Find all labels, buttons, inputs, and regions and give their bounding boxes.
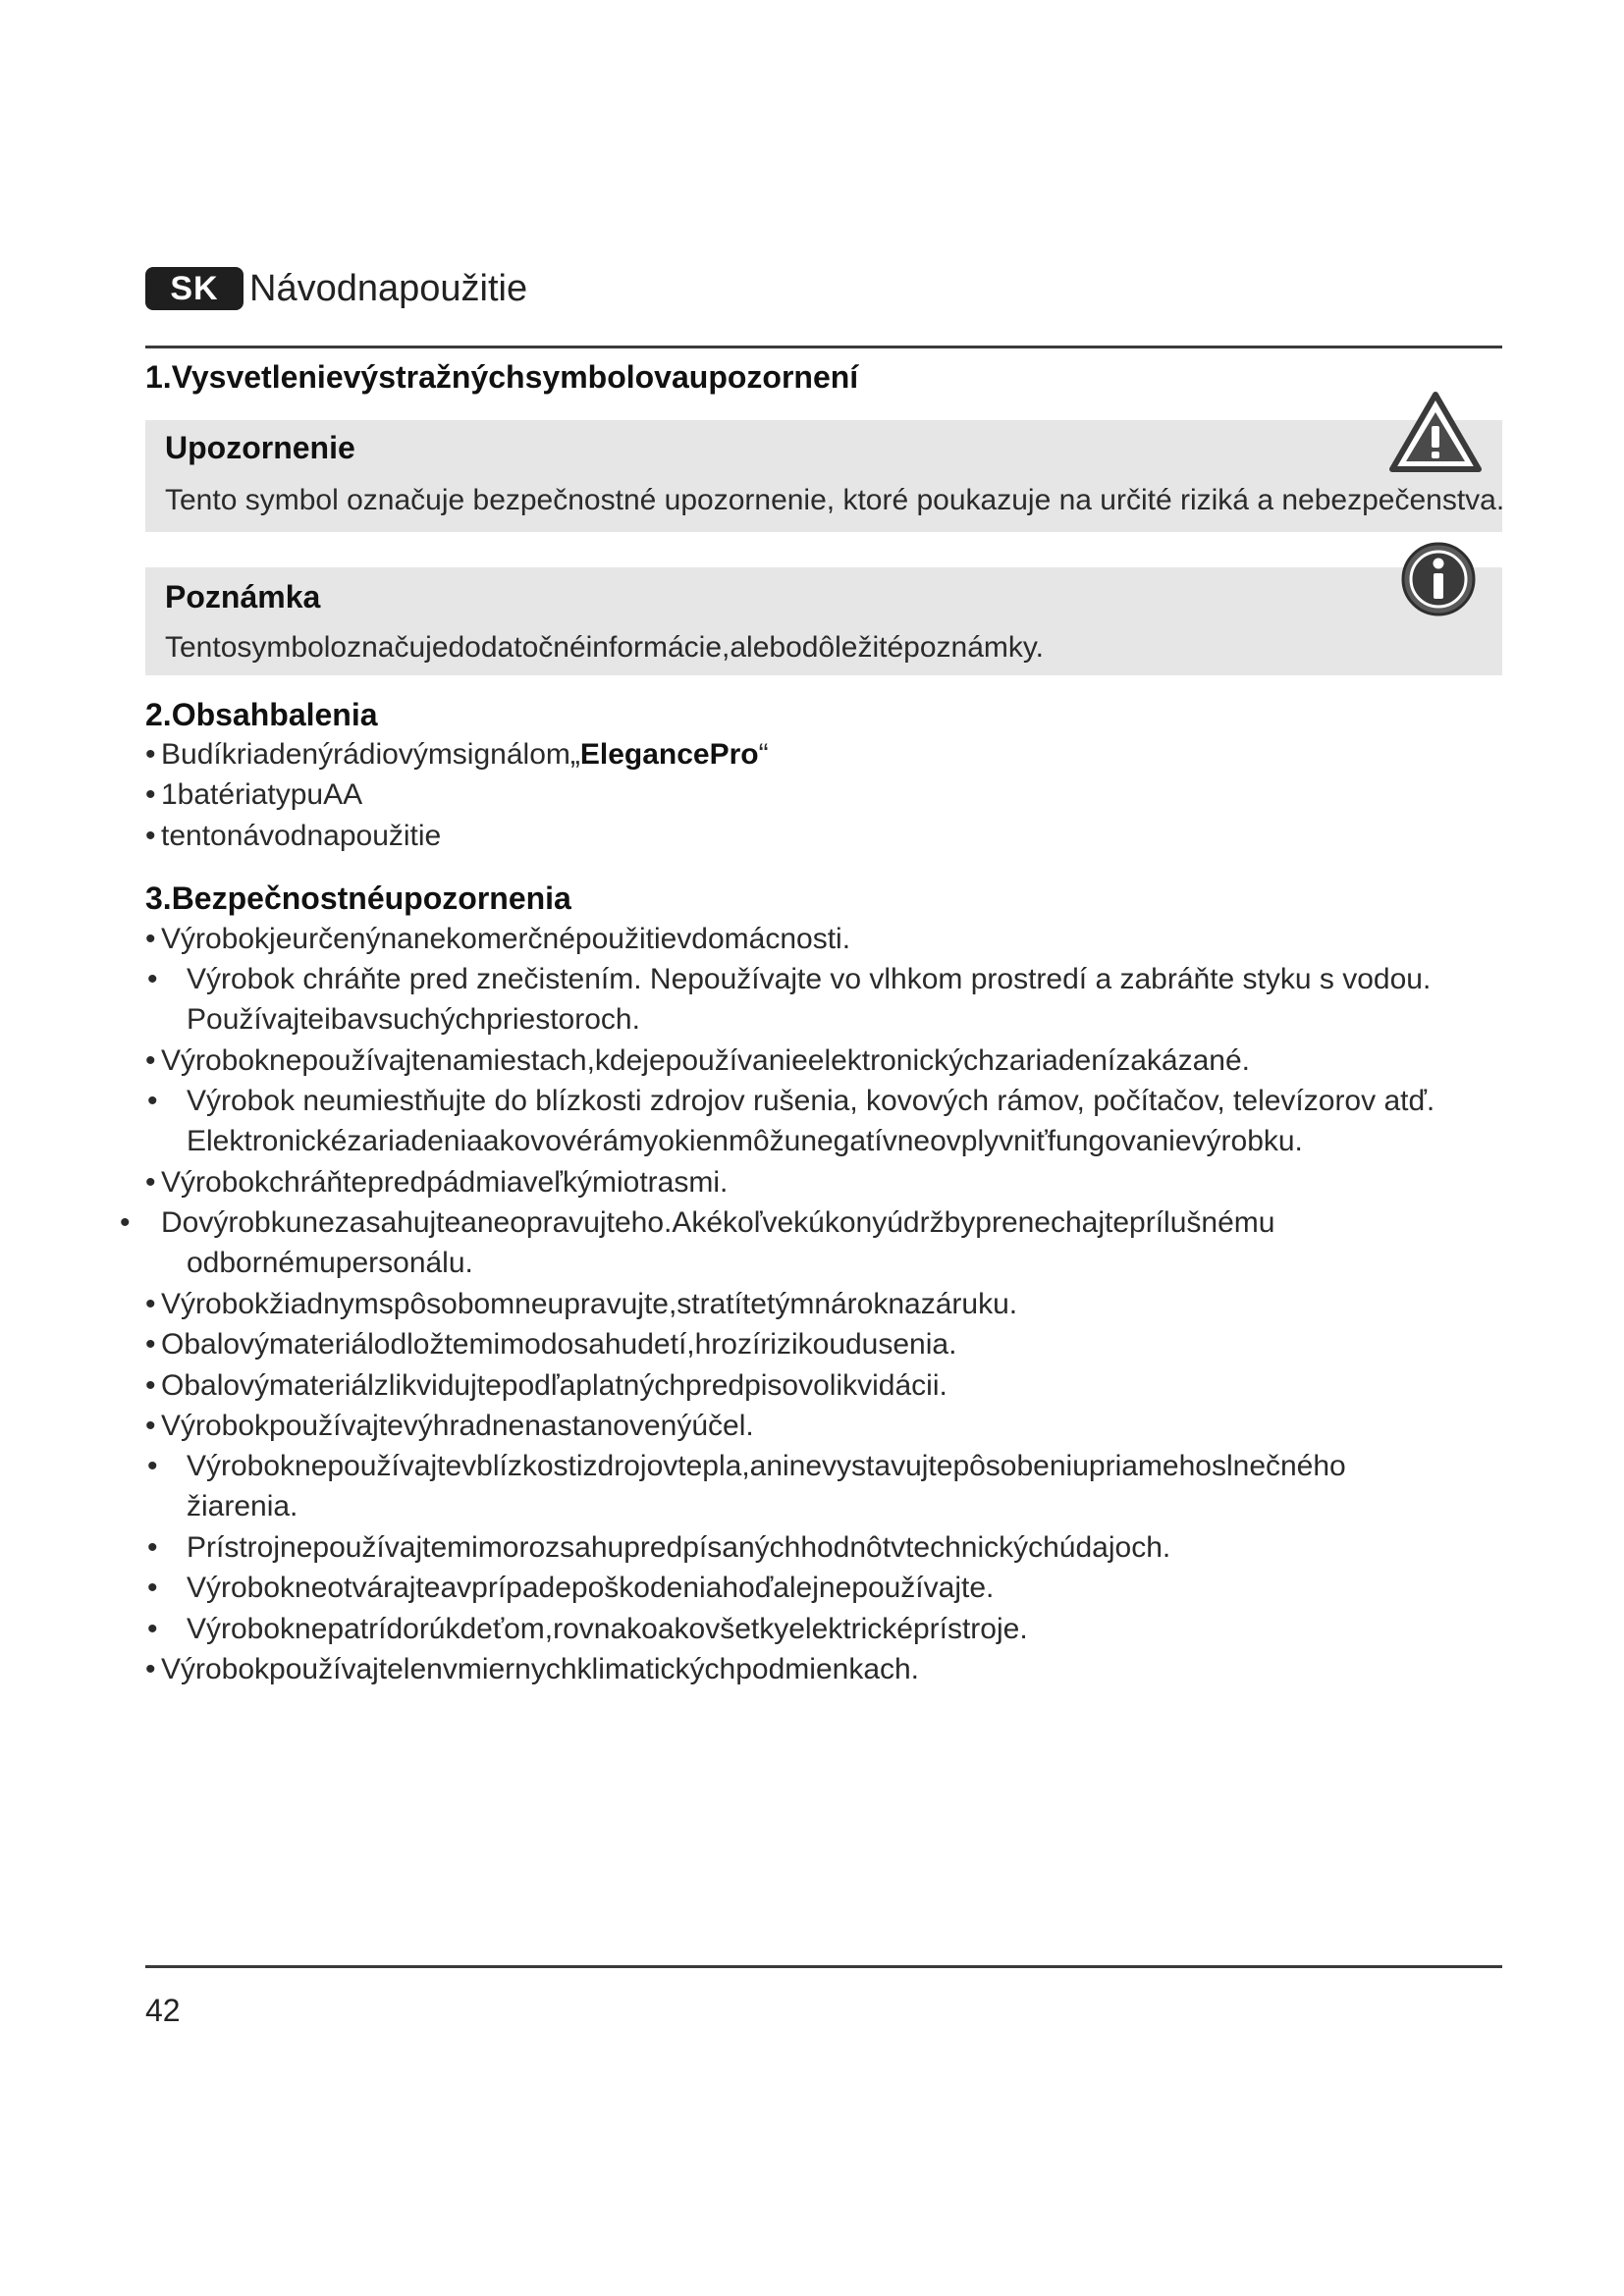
list-item: • Obalovýmateriálodložtemimodosahudetí,hrozírizikoudusenia. [145,1324,1502,1364]
list-item: • Prístrojnepoužívajtemimorozsahupredpísanýchhodnôtvtechnickýchúdajoch. [145,1527,1502,1568]
package-contents-list [145,734,769,856]
list-item: • Výroboknepoužívajtevblízkostizdrojovtepla,aninevystavujtepôsobeniupriamehoslnečného žiarenia. [145,1446,1373,1527]
list-item: • tentonávodnapoužitie [145,816,769,856]
note-text: Tentosymboloznačujedodatočnéinformácie,alebodôležitépoznámky. [165,631,1044,664]
list-item: • Výrobok neumiestňujte do blízkosti zdrojov rušenia, kovových rámov, počítačov, televízorov atď. Elektronickézariadeniaakovovérámyokienmôžunegatívneovplyvniťfungovanievýrobku. [145,1081,1441,1162]
page-number: 42 [145,1993,181,2028]
safety-list [145,1446,1373,1527]
section-3-heading: 3.Bezpečnostnéupozornenia [145,881,571,916]
language-badge: SK [145,267,244,310]
list-item: • Výroboknepoužívajtenamiestach,kdejepoužívanieelektronickýchzariadenízakázané. [145,1041,1502,1081]
safety-list [145,1649,1502,1689]
list-item: • Obalovýmateriálzlikvidujtepodľaplatnýchpredpisovolikvidácii. [145,1365,1502,1406]
product-name: ElegancePro [579,738,759,771]
safety-list [145,1527,1502,1649]
note-box [145,567,1502,675]
header-divider [145,346,1502,348]
list-item: • Výrobokneotvárajteavprípadepoškodeniahoďalejnepoužívajte. [145,1568,1502,1608]
safety-list [145,1081,1441,1162]
section-1-heading: 1.Vysvetlenievýstražnýchsymbolovaupozornení [145,359,859,395]
warning-triangle-icon [1388,391,1483,473]
warning-title: Upozornenie [165,430,355,465]
safety-list [145,959,1441,1041]
safety-list [145,919,1502,959]
safety-list [145,1162,1502,1202]
document-title: Návodnapoužitie [249,268,528,309]
safety-list [145,1041,1502,1081]
warning-box [145,420,1505,532]
list-item: • Výrobok chráňte pred znečistením. Nepoužívajte vo vlhkom prostredí a zabráňte styku s vodou. Používajteibavsuchýchpriestoroch. [145,959,1441,1041]
list-item: • Výrobokjeurčenýnanekomerčnépoužitievdomácnosti. [145,919,1502,959]
safety-list [145,1202,1314,1284]
list-item: • Výrobokchráňtepredpádmiaveľkýmiotrasmi. [145,1162,1502,1202]
list-item: • Výrobokpoužívajtevýhradnenastanovenýúčel. [145,1406,1502,1446]
safety-list [145,1284,1502,1446]
list-item: • Výrobokpoužívajtelenvmiernychklimatickýchpodmienkach. [145,1649,1502,1689]
warning-text: Tento symbol označuje bezpečnostné upozornenie, ktoré poukazuje na určité riziká a nebezpečenstva. [165,484,1505,516]
section-2-heading: 2.Obsahbalenia [145,697,378,732]
list-item: • Budíkriadenýrádiovýmsignálom„ElegancePro“ [145,734,769,774]
list-item: • Dovýrobkunezasahujteaneopravujteho.Akékoľvekúkonyúdržbyprenechajteprílušnému odbornémupersonálu. [145,1202,1314,1284]
note-title: Poznámka [165,579,321,614]
list-item: • Výrobokžiadnymspôsobomneupravujte,stratítetýmnároknazáruku. [145,1284,1502,1324]
footer-divider [145,1965,1502,1968]
info-icon [1400,541,1477,617]
list-item: • 1batériatypuAA [145,774,769,815]
list-item: • Výroboknepatrídorúkdeťom,rovnakoakovšetkyelektricképrístroje. [145,1609,1502,1649]
